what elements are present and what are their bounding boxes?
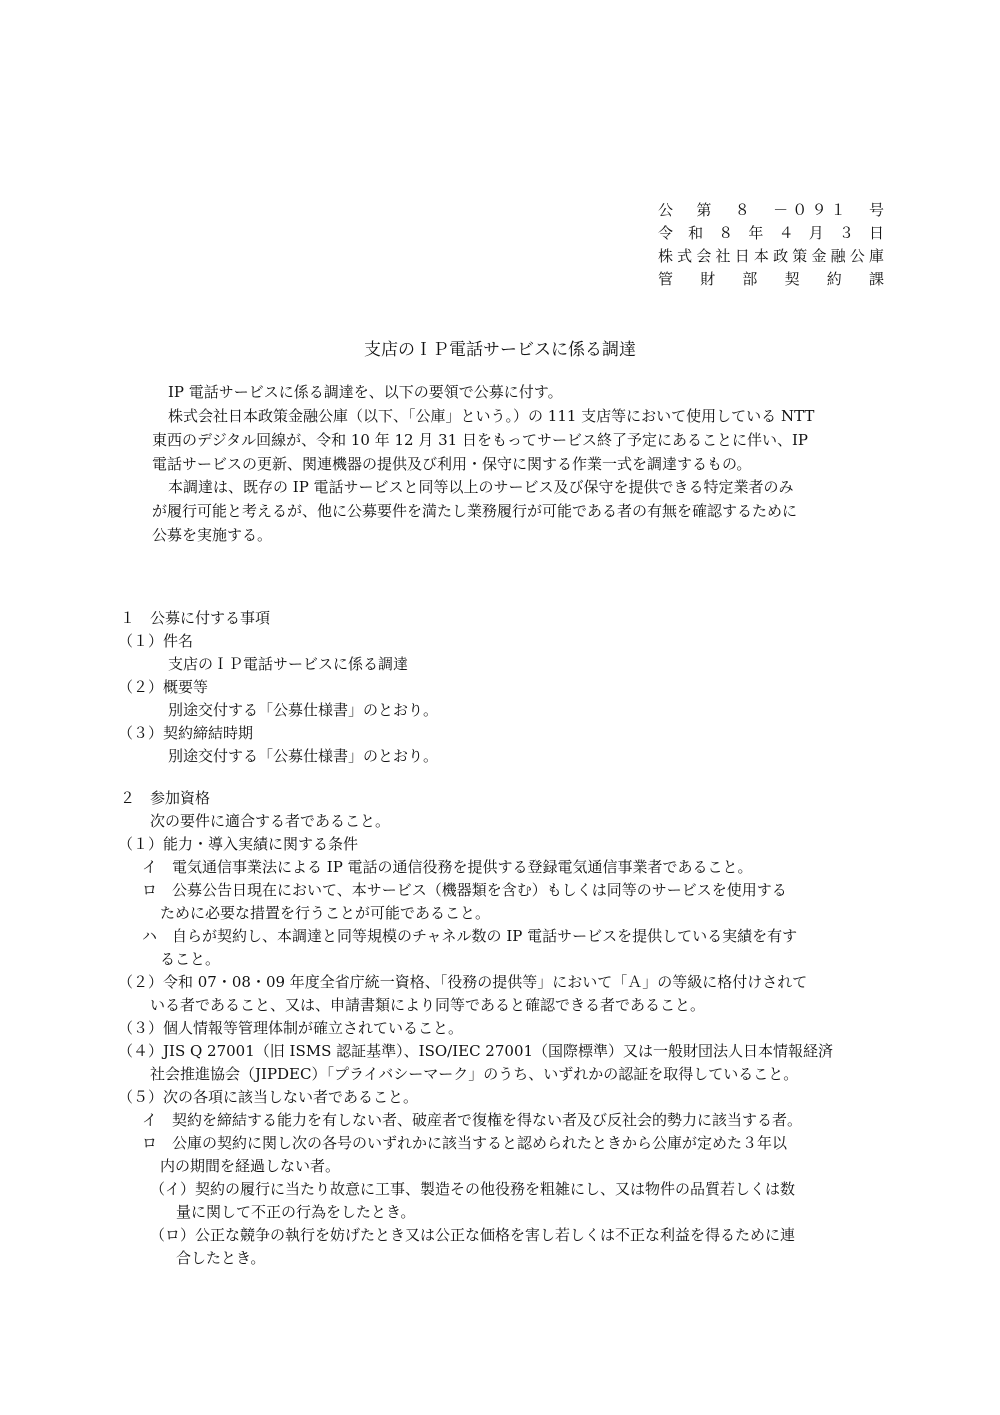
section-subitem: （ロ）公正な競争の執行を妨げたとき又は公正な価格を害し若しくは不正な利益を得るために連 [150,1226,796,1244]
subsection-heading: （３）個人情報等管理体制が確立されていること。 [118,1019,464,1037]
intro-line: IP 電話サービスに係る調達を、以下の要領で公募に付す。 [168,383,563,401]
section-item-continued: 内の期間を経過しない者。 [160,1157,341,1175]
intro-line: 株式会社日本政策金融公庫（以下、「公庫」という。）の 111 支店等において使用している NTT [168,407,815,425]
subsection-heading: （３）契約締結時期 [118,724,254,742]
document-date: 令 和 ８ 年 ４ 月 ３ 日 [658,224,884,242]
intro-line: 東西のデジタル回線が、令和 10 年 12 月 31 日をもってサービス終了予定にあることに伴い、IP [152,431,808,449]
issuer-department: 管 財 部 契 約 課 [658,270,884,288]
section-item-continued: いる者であること、又は、申請書類により同等であると確認できる者であること。 [150,996,706,1014]
intro-line: 本調達は、既存の IP 電話サービスと同等以上のサービス及び保守を提供できる特定業者のみ [168,478,794,496]
subsection-heading: （２）概要等 [118,678,209,696]
section-item: ロ 公庫の契約に関し次の各号のいずれかに該当すると認められたときから公庫が定めた３年以 [142,1134,788,1152]
section-item-continued: ること。 [160,950,221,968]
section-text: 支店のＩＰ電話サービスに係る調達 [168,655,409,673]
subsection-heading: （１）件名 [118,632,194,650]
section-item: イ 契約を締結する能力を有しない者、破産者で復権を得ない者及び反社会的勢力に該当する者。 [142,1111,803,1129]
section-text: 次の要件に適合する者であること。 [150,812,391,830]
section-item: ロ 公募公告日現在において、本サービス（機器類を含む）もしくは同等のサービスを使用する [142,881,787,899]
section-heading: ２ 参加資格 [120,789,211,807]
intro-line: 公募を実施する。 [152,526,273,544]
section-item: ハ 自らが契約し、本調達と同等規模のチャネル数の IP 電話サービスを提供している実績を有す [142,927,798,945]
section-text: 別途交付する「公募仕様書」のとおり。 [168,747,439,765]
section-heading: １ 公募に付する事項 [120,609,271,627]
section-text: 別途交付する「公募仕様書」のとおり。 [168,701,439,719]
subsection-heading: （２）令和 07・08・09 年度全省庁統一資格、「役務の提供等」において「Ａ」の等級に格付けされて [118,973,808,991]
subsection-heading: （１）能力・導入実績に関する条件 [118,835,359,853]
subsection-heading: （５）次の各項に該当しない者であること。 [118,1088,419,1106]
subsection-heading: （４）JIS Q 27001（旧 ISMS 認証基準）、ISO/IEC 27001（国際標準）又は一般財団法人日本情報経済 [118,1042,834,1060]
issuer-company: 株式会社日本政策金融公庫 [658,247,884,265]
document-title: 支店のＩＰ電話サービスに係る調達 [364,340,636,360]
intro-line: が履行可能と考えるが、他に公募要件を満たし業務履行が可能である者の有無を確認するために [152,502,798,520]
intro-line: 電話サービスの更新、関連機器の提供及び利用・保守に関する作業一式を調達するもの。 [152,455,752,473]
section-item-continued: ために必要な措置を行うことが可能であること。 [160,904,491,922]
section-item: イ 電気通信事業法による IP 電話の通信役務を提供する登録電気通信事業者であること。 [142,858,753,876]
section-item-continued: 社会推進協会（JIPDEC）「プライバシーマーク」のうち、いずれかの認証を取得していること。 [150,1065,799,1083]
document-number: 公 第 ８ －０９１ 号 [658,201,884,219]
section-subitem: （イ）契約の履行に当たり故意に工事、製造その他役務を粗雑にし、又は物件の品質若しくは数 [150,1180,796,1198]
section-subitem-continued: 合したとき。 [176,1249,266,1267]
section-subitem-continued: 量に関して不正の行為をしたとき。 [176,1203,416,1221]
